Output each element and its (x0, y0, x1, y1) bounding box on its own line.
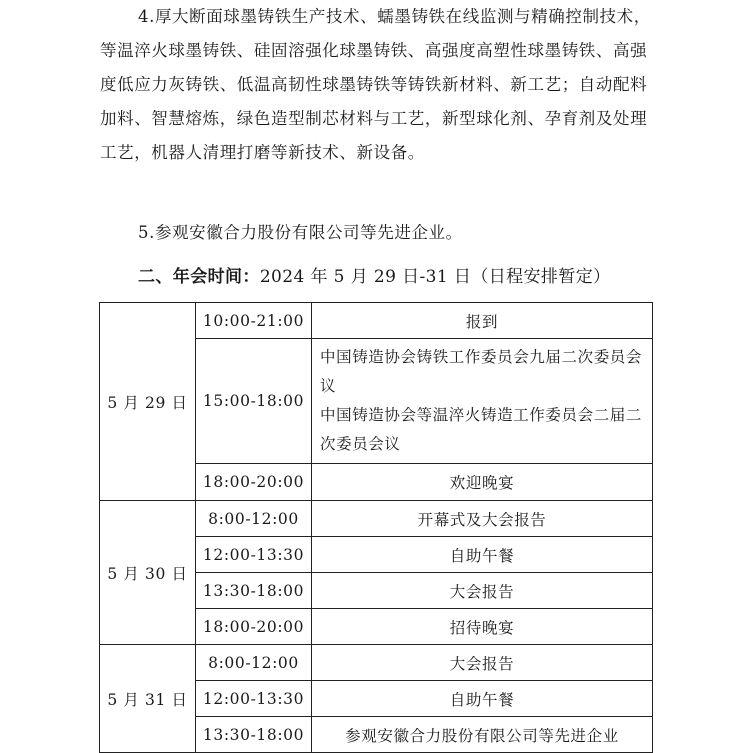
section-heading-label: 二、年会时间： (138, 267, 260, 287)
event-text: 大会报告 (449, 582, 515, 601)
event-cell (312, 537, 653, 573)
event-text: 自助午餐 (449, 546, 515, 565)
section-heading-value: 2024 年 5 月 29 日-31 日（日程安排暂定） (259, 267, 611, 287)
event-text: 开幕式及大会报告 (417, 510, 547, 529)
table-row (100, 645, 653, 681)
section-heading (138, 262, 611, 292)
event-cell (312, 501, 653, 537)
event-text: 欢迎晚宴 (449, 474, 515, 492)
event-text: 参观安徽合力股份有限公司等先进企业 (345, 726, 619, 745)
event-text: 自助午餐 (449, 690, 515, 709)
event-text: 报到 (465, 312, 499, 331)
time-cell: 8:00-12:00 (196, 501, 312, 537)
time-cell: 18:00-20:00 (196, 609, 312, 645)
time-cell: 12:00-13:30 (196, 681, 312, 717)
event-text: 中国铸造协会铸铁工作委员会九届二次委员会议 (320, 348, 643, 395)
event-text: 招待晚宴 (449, 618, 515, 637)
schedule-table (99, 302, 653, 753)
event-cell (312, 717, 653, 753)
event-cell (312, 303, 653, 339)
time-cell: 18:00-20:00 (196, 464, 312, 501)
event-text: 大会报告 (449, 654, 515, 673)
event-cell (312, 339, 653, 464)
event-cell (312, 609, 653, 645)
date-cell: 5 月 31 日 (100, 645, 196, 753)
time-cell: 13:30-18:00 (196, 573, 312, 609)
table-row (100, 501, 653, 537)
paragraph-4: 4.厚大断面球墨铸铁生产技术、蠕墨铸铁在线监测与精确控制技术，等温淬火球墨铸铁、硅固溶强化球墨铸铁、高强度高塑性球墨铸铁、高强度低应力灰铸铁、低温高韧性球墨铸铁等铸铁新材料、新工艺；自动配料加料、智慧熔炼，绿色造型制芯材料与工艺，新型球化剂、孕育剂及处理工艺，机器人清理打磨等新技术、新设备。 (100, 7, 651, 162)
time-cell: 15:00-18:00 (196, 339, 312, 464)
paragraph-5: 5.参观安徽合力股份有限公司等先进企业。 (138, 223, 463, 242)
time-cell: 10:00-21:00 (196, 303, 312, 339)
event-cell (312, 681, 653, 717)
event-cell (312, 645, 653, 681)
time-cell: 8:00-12:00 (196, 645, 312, 681)
time-cell: 12:00-13:30 (196, 537, 312, 573)
event-cell (312, 573, 653, 609)
event-cell (312, 464, 653, 501)
table-row (100, 303, 653, 339)
event-text: 中国铸造协会等温淬火铸造工作委员会二届二次委员会议 (320, 406, 643, 453)
time-cell: 13:30-18:00 (196, 717, 312, 753)
date-cell: 5 月 30 日 (100, 501, 196, 645)
date-cell: 5 月 29 日 (100, 303, 196, 501)
